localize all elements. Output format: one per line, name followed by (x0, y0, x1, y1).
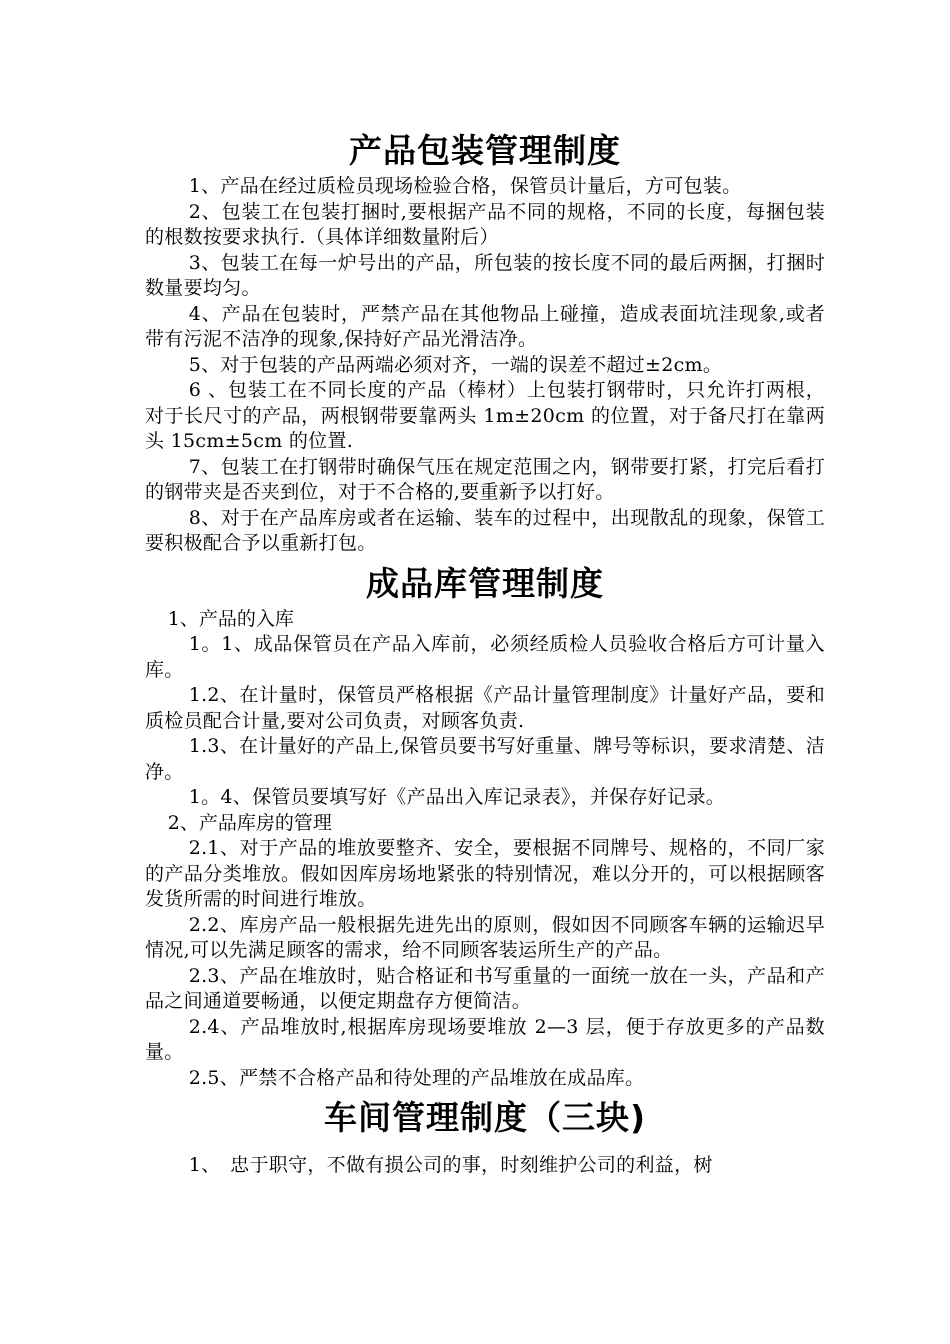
document-body (145, 128, 825, 1179)
packaging-item-2: 2、包装工在包装打捆时,要根据产品不同的规格，不同的长度，每捆包装的根数按要求执行.（具体详细数量附后） (145, 200, 825, 248)
packaging-item-1: 1、产品在经过质检员现场检验合格，保管员计量后，方可包装。 (188, 175, 742, 197)
warehouse-subheading-inbound: 1、产品的入库 (167, 607, 294, 630)
warehouse-item-2-4: 2.4、产品堆放时,根据库房现场要堆放 2—3 层，便于存放更多的产品数量。 (145, 1015, 825, 1063)
warehouse-subheading-storage: 2、产品库房的管理 (167, 811, 332, 834)
packaging-item-5: 5、对于包装的产品两端必须对齐，一端的误差不超过±2cm。 (188, 353, 723, 376)
warehouse-item-1-2: 1.2、在计量时，保管员严格根据《产品计量管理制度》计量好产品，要和质检员配合计量,要对公司负责，对顾客负责. (145, 684, 825, 732)
packaging-item-8: 8、对于在产品库房或者在运输、装车的过程中，出现散乱的现象，保管工要积极配合予以重新打包。 (145, 506, 825, 554)
warehouse-item-2-2: 2.2、库房产品一般根据先进先出的原则，假如因不同顾客车辆的运输迟早情况,可以先满足顾客的需求，给不同顾客装运所生产的产品。 (145, 913, 825, 961)
warehouse-item-1-4: 1。4、保管员要填写好《产品出入库记录表》，并保存好记录。 (188, 786, 726, 808)
warehouse-item-1-1: 1。1、成品保管员在产品入库前，必须经质检人员验收合格后方可计量入库。 (145, 633, 825, 681)
workshop-item-1: 1、 忠于职守，不做有损公司的事，时刻维护公司的利益，树 (188, 1154, 713, 1176)
warehouse-item-2-3: 2.3、产品在堆放时，贴合格证和书写重量的一面统一放在一头，产品和产品之间通道要畅通，以便定期盘存方便简洁。 (145, 964, 825, 1012)
warehouse-item-2-5: 2.5、严禁不合格产品和待处理的产品堆放在成品库。 (188, 1066, 645, 1089)
packaging-item-4: 4、产品在包装时，严禁产品在其他物品上碰撞，造成表面坑洼现象,或者带有污泥不洁净的现象,保持好产品光滑洁净。 (145, 302, 825, 350)
packaging-item-3: 3、包装工在每一炉号出的产品，所包装的按长度不同的最后两捆，打捆时数量要均匀。 (145, 251, 825, 299)
section-title-workshop: 车间管理制度（三块) (323, 1098, 647, 1137)
packaging-item-6: 6 、包装工在不同长度的产品（棒材）上包装打钢带时，只允许打两根，对于长尺寸的产品，两根钢带要靠两头 1m±20cm 的位置，对于备尺打在靠两头 15cm±5cm 的位置. (145, 379, 825, 452)
packaging-item-7: 7、包装工在打钢带时确保气压在规定范围之内，钢带要打紧，打完后看打的钢带夹是否夹到位，对于不合格的,要重新予以打好。 (145, 455, 825, 503)
warehouse-item-2-1: 2.1、对于产品的堆放要整齐、安全，要根据不同牌号、规格的，不同厂家的产品分类堆放。假如因库房场地紧张的特别情况，难以分开的，可以根据顾客发货所需的时间进行堆放。 (145, 837, 825, 910)
section-title-packaging: 产品包装管理制度 (349, 131, 621, 170)
warehouse-item-1-3: 1.3、在计量好的产品上,保管员要书写好重量、牌号等标识，要求清楚、洁净。 (145, 735, 825, 783)
section-title-warehouse: 成品库管理制度 (366, 563, 604, 603)
